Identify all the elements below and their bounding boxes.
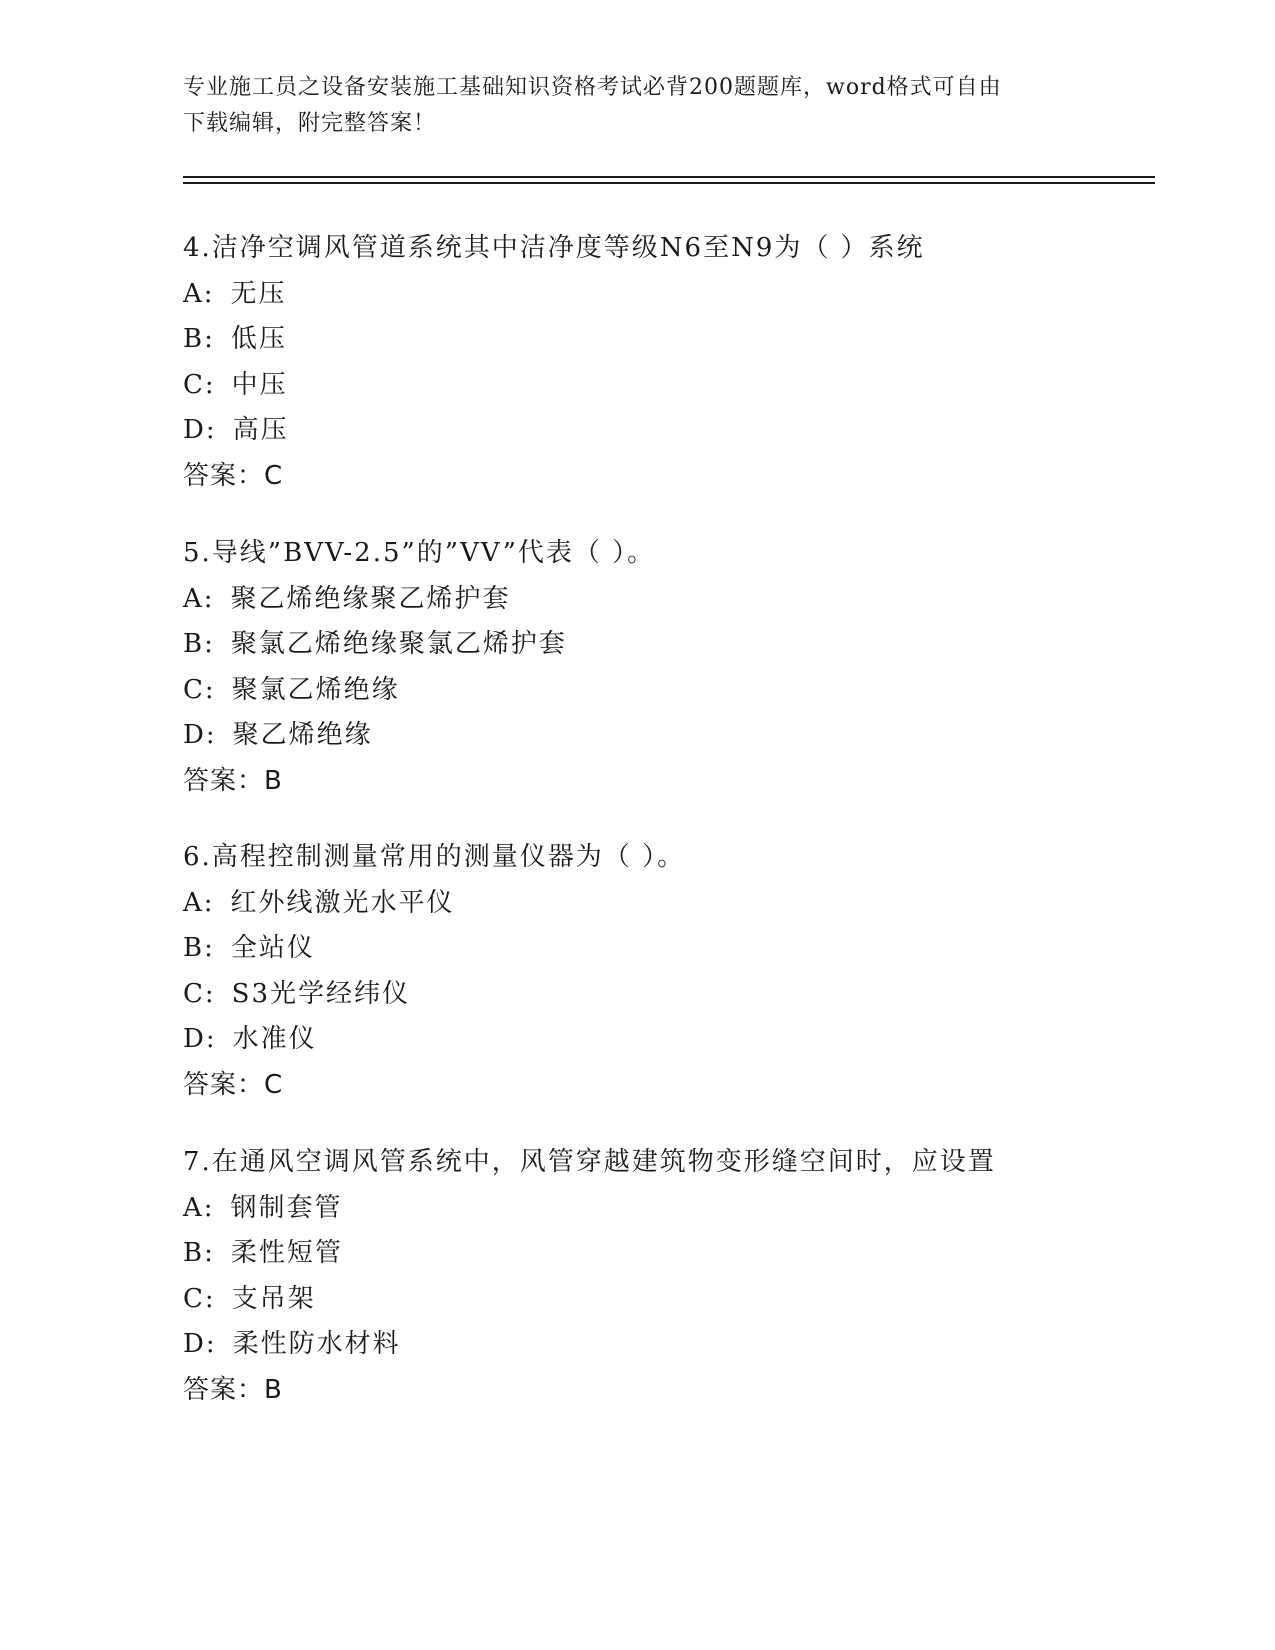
option-d xyxy=(183,713,1155,759)
answer-line: 答案：B xyxy=(183,1374,283,1405)
question-stem: 7.在通风空调风管系统中，风管穿越建筑物变形缝空间时，应设置 xyxy=(183,1147,996,1177)
header-line-2: 下载编辑，附完整答案！ xyxy=(183,111,437,136)
option-text: 聚乙烯绝缘 xyxy=(232,720,373,751)
option-letter: A: xyxy=(183,278,215,309)
question-block xyxy=(183,1140,1155,1414)
option-text: 红外线激光水平仪 xyxy=(230,887,455,918)
option-c xyxy=(183,972,1155,1018)
option-text: 聚乙烯绝缘聚乙烯护套 xyxy=(230,583,511,614)
option-b xyxy=(183,1231,1155,1277)
question-stem: 4.洁净空调风管道系统其中洁净度等级N6至N9为（ ）系统 xyxy=(183,233,925,263)
option-text: 无压 xyxy=(230,278,287,309)
option-a xyxy=(183,577,1155,623)
option-letter: C: xyxy=(183,978,216,1009)
option-letter: A: xyxy=(183,1192,215,1223)
option-b xyxy=(183,622,1155,668)
option-letter: D: xyxy=(183,1024,217,1055)
document-header xyxy=(183,70,1063,142)
option-text: 聚氯乙烯绝缘 xyxy=(231,674,400,705)
option-text: 高压 xyxy=(232,415,289,446)
option-b xyxy=(183,317,1155,363)
option-letter: D: xyxy=(183,415,217,446)
option-letter: B: xyxy=(183,324,215,355)
question-stem: 6.高程控制测量常用的测量仪器为（ ）。 xyxy=(183,842,686,872)
option-text: 钢制套管 xyxy=(230,1192,343,1223)
option-a xyxy=(183,881,1155,927)
option-a xyxy=(183,272,1155,318)
option-d xyxy=(183,1017,1155,1063)
option-text: 柔性防水材料 xyxy=(232,1329,401,1360)
option-text: 聚氯乙烯绝缘聚氯乙烯护套 xyxy=(230,629,567,660)
answer-line: 答案：C xyxy=(183,1069,284,1100)
option-c xyxy=(183,1277,1155,1323)
question-block xyxy=(183,835,1155,1109)
option-letter: C: xyxy=(183,1283,216,1314)
option-c xyxy=(183,363,1155,409)
option-letter: A: xyxy=(183,887,215,918)
option-text: 中压 xyxy=(231,369,288,400)
option-c xyxy=(183,668,1155,714)
option-text: 水准仪 xyxy=(232,1024,317,1055)
header-divider-top xyxy=(183,176,1155,178)
option-letter: D: xyxy=(183,1329,217,1360)
option-text: 全站仪 xyxy=(230,933,315,964)
option-text: 柔性短管 xyxy=(230,1238,343,1269)
question-block xyxy=(183,531,1155,805)
question-stem: 5.导线”BVV-2.5”的”VV”代表（ ）。 xyxy=(183,538,656,568)
option-letter: B: xyxy=(183,933,215,964)
option-letter: B: xyxy=(183,629,215,660)
option-text: S3光学经纬仪 xyxy=(231,978,411,1009)
option-letter: C: xyxy=(183,674,216,705)
option-letter: B: xyxy=(183,1238,215,1269)
option-letter: A: xyxy=(183,583,215,614)
header-divider-bottom xyxy=(183,182,1155,184)
option-letter: D: xyxy=(183,720,217,751)
option-text: 低压 xyxy=(230,324,287,355)
option-d xyxy=(183,1322,1155,1368)
option-letter: C: xyxy=(183,369,216,400)
answer-line: 答案：C xyxy=(183,460,284,491)
option-a xyxy=(183,1186,1155,1232)
question-block xyxy=(183,226,1155,500)
option-d xyxy=(183,408,1155,454)
option-text: 支吊架 xyxy=(231,1283,316,1314)
answer-line: 答案：B xyxy=(183,765,283,796)
option-b xyxy=(183,926,1155,972)
header-line-1: 专业施工员之设备安装施工基础知识资格考试必背200题题库，word格式可自由 xyxy=(183,75,1002,100)
